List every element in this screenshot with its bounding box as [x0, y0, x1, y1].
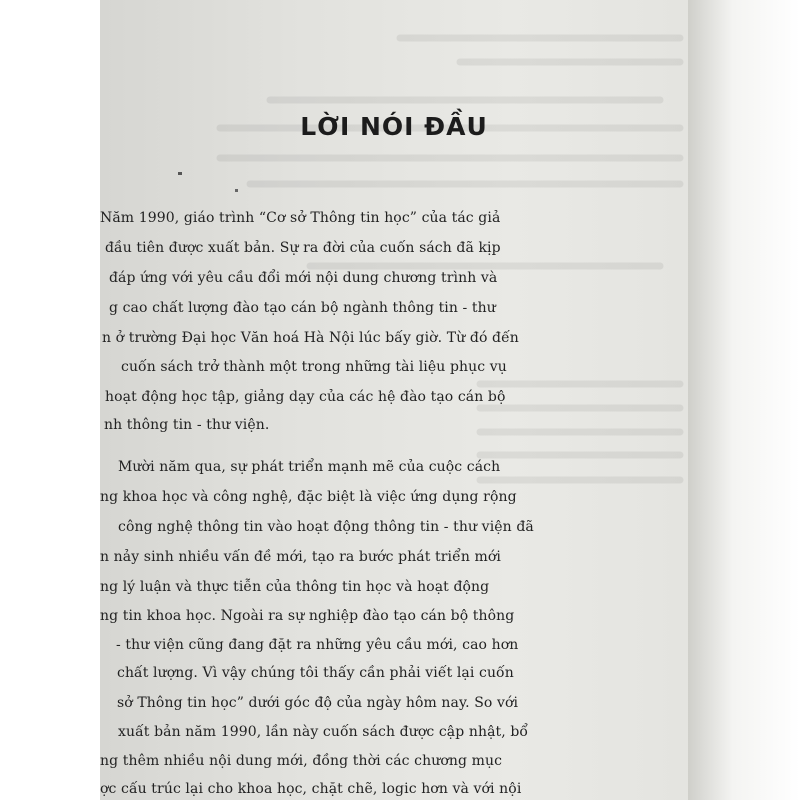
text-line: chất lượng. Vì vậy chúng tôi thấy cần phải viết lại cuốn: [117, 665, 514, 681]
text-line: ng tin khoa học. Ngoài ra sự nghiệp đào tạo cán bộ thông: [100, 608, 515, 624]
text-line: n ở trường Đại học Văn hoá Hà Nội lúc bấy giờ. Từ đó đến: [102, 330, 519, 346]
ink-speck: [178, 172, 182, 175]
background-left: [0, 0, 100, 800]
ink-speck: [235, 189, 238, 192]
text-line: ợc cấu trúc lại cho khoa học, chặt chẽ, logic hơn và với nội: [100, 781, 522, 797]
text-line: đáp ứng với yêu cầu đổi mới nội dung chương trình và: [109, 270, 498, 286]
book-page: [100, 0, 688, 800]
text-line: - thư viện cũng đang đặt ra những yêu cầu mới, cao hơn: [116, 637, 519, 653]
text-line: n nảy sinh nhiều vấn đề mới, tạo ra bước phát triển mới: [100, 549, 501, 565]
page-edge-shadow: [688, 0, 800, 800]
text-line: hoạt động học tập, giảng dạy của các hệ đào tạo cán bộ: [105, 389, 506, 405]
text-line: nh thông tin - thư viện.: [104, 417, 270, 433]
text-line: đầu tiên được xuất bản. Sự ra đời của cuốn sách đã kịp: [105, 240, 501, 256]
text-line: g cao chất lượng đào tạo cán bộ ngành thông tin - thư: [109, 300, 496, 316]
text-line: xuất bản năm 1990, lần này cuốn sách được cập nhật, bổ: [118, 724, 529, 740]
text-line: ng khoa học và công nghệ, đặc biệt là việc ứng dụng rộng: [100, 489, 517, 505]
text-line: Mười năm qua, sự phát triển mạnh mẽ của cuộc cách: [118, 459, 501, 475]
text-line: cuốn sách trở thành một trong những tài liệu phục vụ: [121, 359, 507, 375]
text-line: Năm 1990, giáo trình “Cơ sở Thông tin học” của tác giả: [100, 210, 501, 226]
text-line: công nghệ thông tin vào hoạt động thông tin - thư viện đã: [118, 519, 534, 535]
text-line: ng lý luận và thực tiễn của thông tin học và hoạt động: [100, 579, 490, 595]
text-line: sở Thông tin học” dưới góc độ của ngày hôm nay. So với: [117, 695, 519, 711]
page-heading: LỜI NÓI ĐẦU: [300, 112, 488, 141]
text-line: ng thêm nhiều nội dung mới, đồng thời các chương mục: [100, 753, 503, 769]
